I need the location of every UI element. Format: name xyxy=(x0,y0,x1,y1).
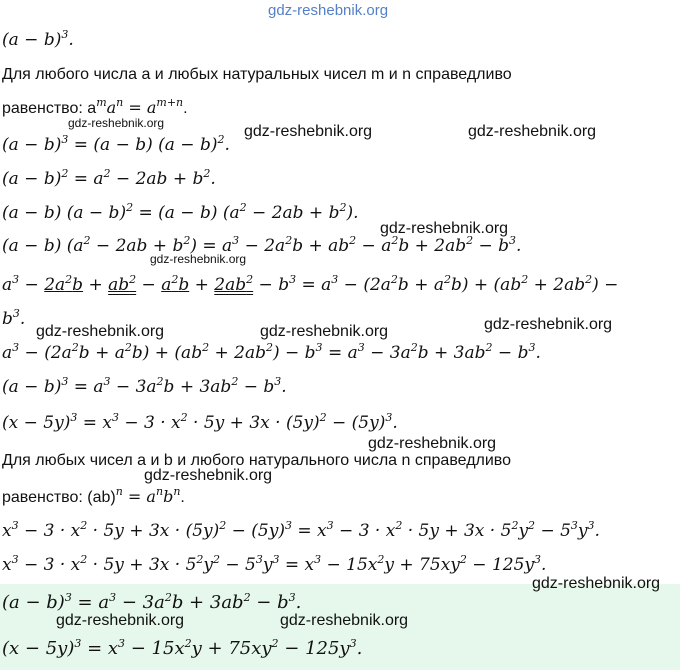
watermark: gdz-reshebnik.org xyxy=(280,612,409,629)
watermark: gdz-reshebnik.org xyxy=(56,612,185,629)
watermark: gdz-reshebnik.org xyxy=(68,116,165,130)
rule-text: равенство: $(ab)^n = a^nb^n$. xyxy=(2,485,185,506)
watermark: gdz-reshebnik.org xyxy=(484,316,613,333)
formula-line: $x^3 - 3 \cdot x^2 \cdot 5y + 3x \cdot (5y)^2 - (5y)^3 = x^3 - 3 \cdot x^2 \cdot 5y + 3x \cdot 5^2y^2 - 5^3y^3$. xyxy=(2,519,600,541)
rule-text: равенство: $a^ma^n = a^{m+n}$. xyxy=(2,96,188,117)
watermark: gdz-reshebnik.org xyxy=(532,575,661,592)
formula-line: $(a - b)^2 = a^2 - 2ab + b^2$. xyxy=(2,167,216,189)
watermark: gdz-reshebnik.org xyxy=(468,123,597,140)
answer-line: $(x - 5y)^3 = x^3 - 15x^2y + 75xy^2 - 125y^3$. xyxy=(2,637,363,659)
watermark: gdz-reshebnik.org xyxy=(244,123,373,140)
watermark: gdz-reshebnik.org xyxy=(268,2,389,19)
formula-line: $(a - b)^3 = a^3 - 3a^2b + 3ab^2 - b^3$. xyxy=(2,375,287,397)
answer-line: $(a - b)^3 = a^3 - 3a^2b + 3ab^2 - b^3$. xyxy=(2,591,302,613)
watermark: gdz-reshebnik.org xyxy=(260,323,389,340)
formula-line: $a^3 - (2a^2b + a^2b) + (ab^2 + 2ab^2) - b^3 = a^3 - 3a^2b + 3ab^2 - b^3$. xyxy=(2,341,541,363)
watermark: gdz-reshebnik.org xyxy=(144,467,273,484)
watermark: gdz-reshebnik.org xyxy=(368,435,497,452)
rule-text: Для любых чисел a и b и любого натурального числа n справедливо xyxy=(2,452,512,469)
formula-line: $x^3 - 3 \cdot x^2 \cdot 5y + 3x \cdot 5^2y^2 - 5^3y^3 = x^3 - 15x^2y + 75xy^2 - 125y^3$. xyxy=(2,553,547,575)
watermark: gdz-reshebnik.org xyxy=(380,220,509,237)
formula-line: $b^3$. xyxy=(2,307,26,329)
formula-line: $(a - b)^3$. xyxy=(2,28,74,50)
watermark: gdz-reshebnik.org xyxy=(36,323,165,340)
formula-line: $(a - b)^3 = (a - b)$ $(a - b)^2$. xyxy=(2,133,230,155)
formula-line: $a^3 - 2a^2b + ab^2 - a^2b + 2ab^2 - b^3 = a^3 - (2a^2b + a^2b) + (ab^2 + 2ab^2)$ − xyxy=(2,273,619,295)
formula-line: (a − b) $(a^2 - 2ab + b^2) = a^3 - 2a^2b + ab^2 - a^2b + 2ab^2 - b^3$. xyxy=(2,234,522,256)
formula-line: (a − b) $(a - b)^2 = (a - b)$ $(a^2 - 2ab + b^2)$. xyxy=(2,201,359,223)
watermark: gdz-reshebnik.org xyxy=(150,252,247,266)
formula-line: $(x - 5y)^3 = x^3 - 3 \cdot x^2 \cdot 5y + 3x \cdot (5y)^2 - (5y)^3$. xyxy=(2,411,398,433)
rule-text: Для любого числа a и любых натуральных чисел m и n справедливо xyxy=(2,66,512,83)
